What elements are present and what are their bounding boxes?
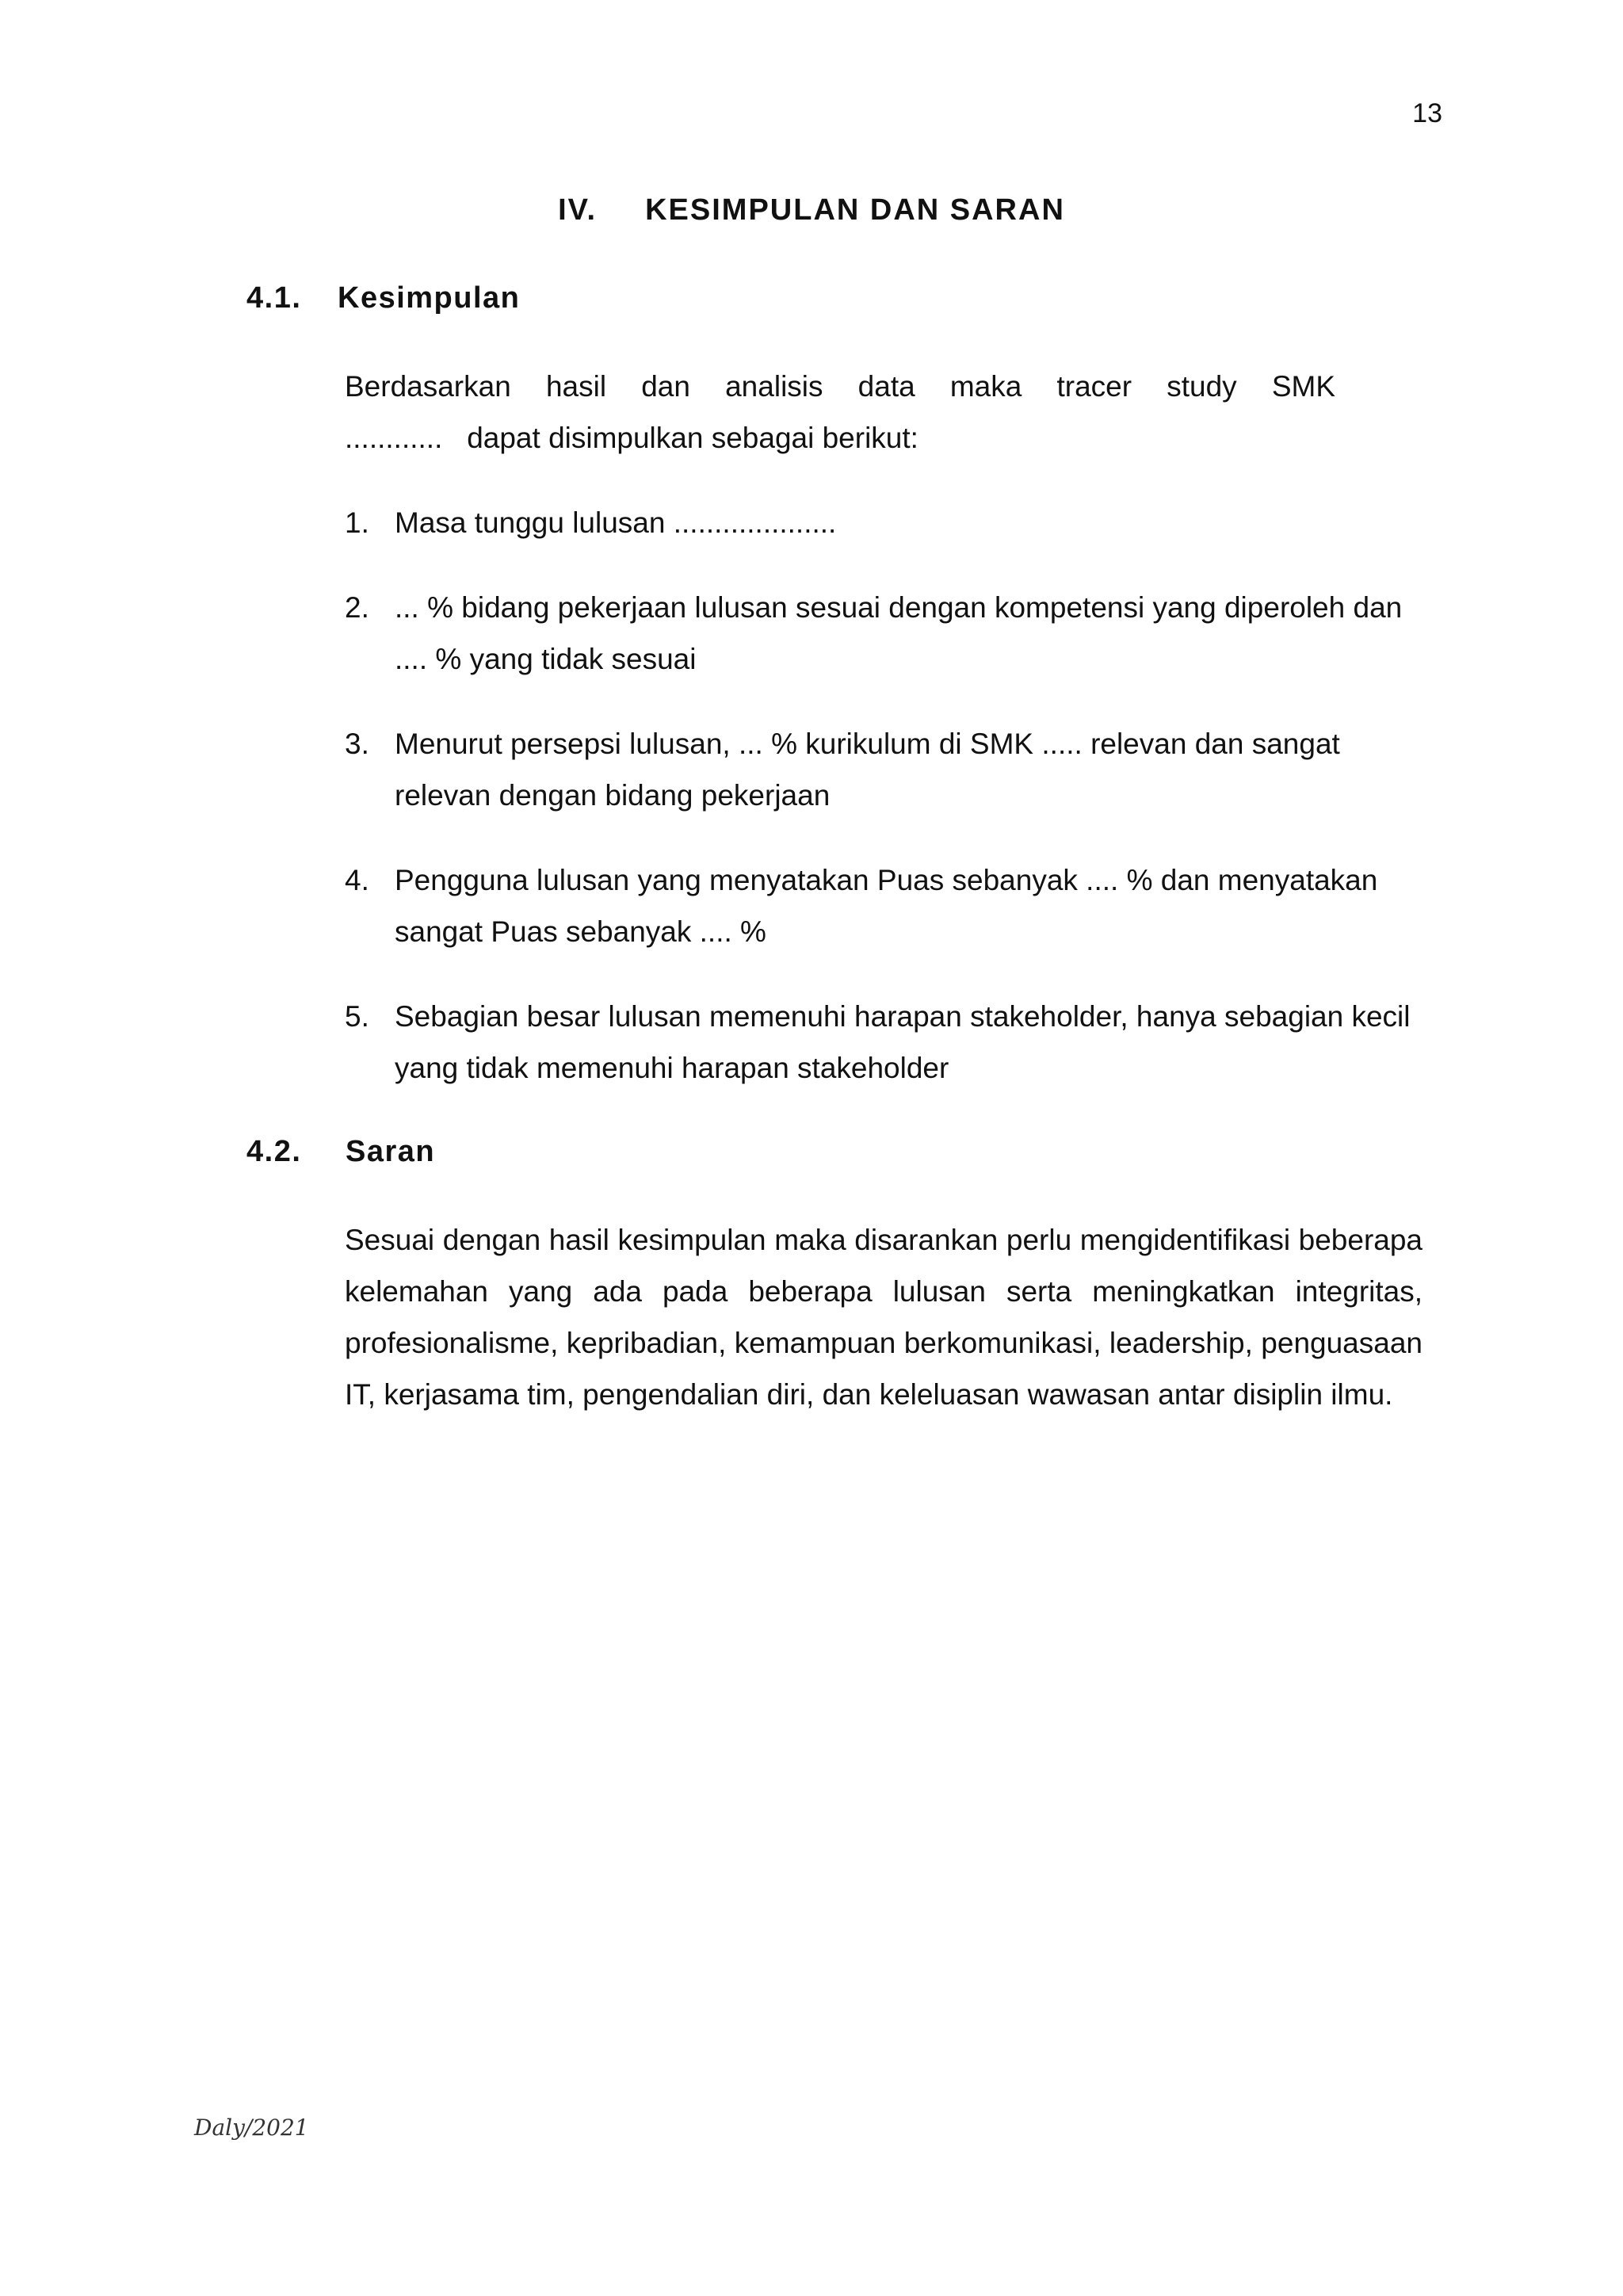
intro-paragraph (345, 361, 1423, 464)
list-item-text: Masa tunggu lulusan .................... (395, 506, 837, 539)
list-item-text: Menurut persepsi lulusan, ... % kurikulum di SMK ..... relevan dan sangat relevan dengan bidang pekerjaan (395, 728, 1340, 812)
section-number: 4.1. (246, 281, 302, 315)
chapter-title (0, 193, 1623, 227)
list-item-number: 3. (345, 728, 369, 760)
chapter-title-text: KESIMPULAN DAN SARAN (645, 193, 1065, 227)
list-item (345, 854, 1438, 957)
intro-word: analisis (725, 370, 823, 403)
intro-word: hasil (545, 370, 607, 403)
intro-line-1 (345, 361, 1335, 412)
list-item (345, 497, 1438, 548)
section-title: Saran (346, 1135, 436, 1168)
conclusion-list (345, 497, 1438, 1127)
intro-word: Berdasarkan (345, 370, 511, 403)
intro-word: dan (641, 370, 690, 403)
saran-paragraph: Sesuai dengan hasil kesimpulan maka disarankan perlu mengidentifikasi beberapa kelemahan yang ada pada beberapa lulusan serta meningkatkan integritas, profesionalisme, kepribadian, kemampuan berkomunikasi, leadership, penguasaan IT, kerjasama tim, pengendalian diri, dan keleluasan wawasan antar disiplin ilmu. (345, 1224, 1423, 1411)
list-item (345, 718, 1438, 821)
chapter-number: IV. (558, 193, 598, 227)
list-item-text: Pengguna lulusan yang menyatakan Puas sebanyak .... % dan menyatakan sangat Puas sebanyak .... % (395, 864, 1378, 948)
list-item-text: Sebagian besar lulusan memenuhi harapan stakeholder, hanya sebagian kecil yang tidak memenuhi harapan stakeholder (395, 1000, 1411, 1084)
intro-line-2: ............ dapat disimpulkan sebagai berikut: (345, 422, 918, 454)
section-heading-saran (246, 1135, 435, 1169)
list-item-number: 4. (345, 864, 369, 896)
list-item (345, 991, 1438, 1094)
section-heading-kesimpulan (246, 281, 520, 315)
intro-word: SMK (1271, 370, 1335, 403)
footer-signature: Daly/2021 (194, 2115, 309, 2141)
intro-word: maka (949, 370, 1022, 403)
intro-word: tracer (1056, 370, 1132, 403)
list-item-number: 1. (345, 506, 369, 539)
section-number: 4.2. (246, 1135, 302, 1168)
intro-word: study (1167, 370, 1237, 403)
list-item (345, 582, 1438, 685)
list-item-number: 2. (345, 591, 369, 624)
section-title: Kesimpulan (338, 281, 521, 315)
list-item-number: 5. (345, 1000, 369, 1033)
page-number: 13 (1412, 98, 1442, 128)
intro-word: data (857, 370, 915, 403)
list-item-text: ... % bidang pekerjaan lulusan sesuai dengan kompetensi yang diperoleh dan .... % yang tidak sesuai (395, 591, 1403, 675)
